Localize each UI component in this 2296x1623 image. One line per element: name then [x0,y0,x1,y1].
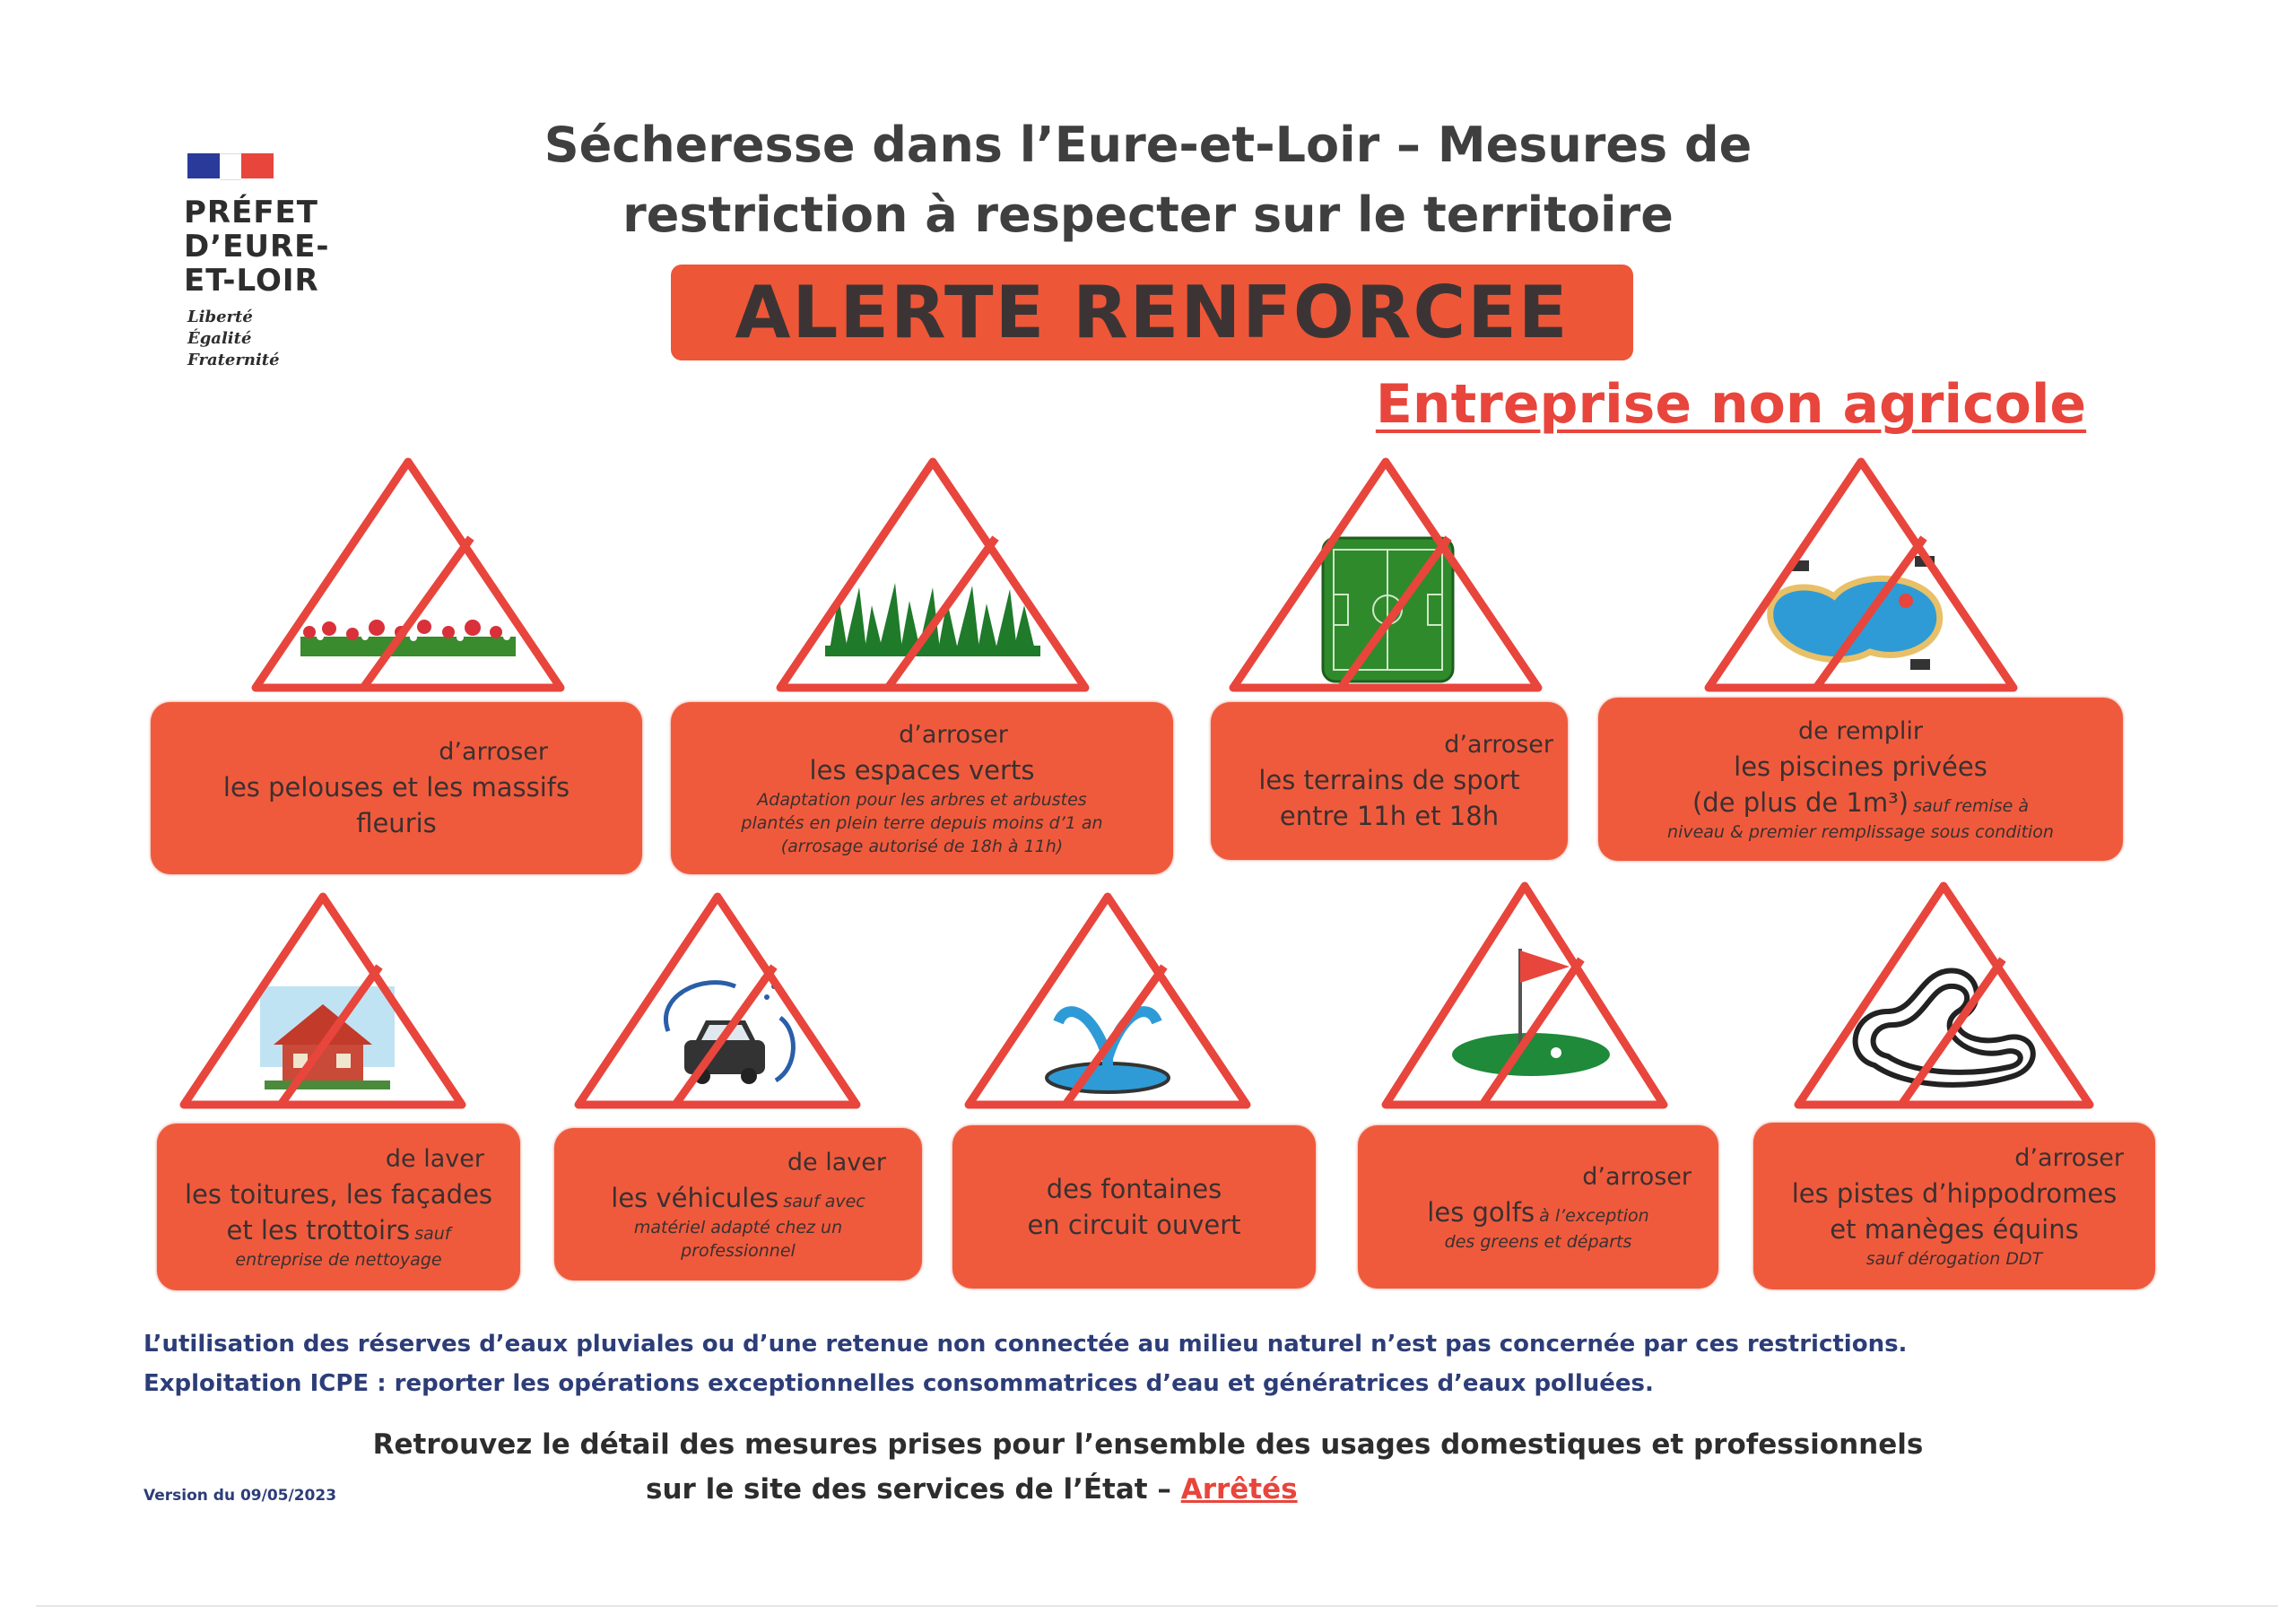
details-text-line1: Retrouvez le détail des mesures prises pour l’ensemble des usages domestiques et professionnels [372,1428,1924,1461]
measure-object: les pelouses et les massifs [222,772,570,803]
racetrack-prohibition-sign [1789,877,2099,1112]
measure-verb: de remplir [1798,717,1923,745]
measure-card-racetracks [1753,1123,2155,1289]
roof-washing-prohibition-sign [175,888,471,1112]
measure-exception-3: (arrosage autorisé de 18h à 11h) [780,837,1064,856]
measure-card-roofs [157,1124,520,1290]
measure-exception-3: professionnel [681,1241,796,1261]
measure-verb: d’arroser [899,721,1008,749]
version-date: Version du 09/05/2023 [144,1487,337,1505]
measure-object: les terrains de sport [1258,765,1520,795]
measure-verb: d’arroser [1444,731,1553,759]
measure-object: les pistes d’hippodromes [1791,1178,2118,1209]
measure-card-pools [1598,698,2123,861]
measure-detail: (de plus de 1m³) [1692,787,1909,818]
audience-subtitle: Entreprise non agricole [1375,373,2087,436]
measure-object: les véhicules [611,1183,779,1213]
arretes-link[interactable]: Arrêtés [1180,1473,1298,1506]
racetrack-icon [1856,971,2033,1085]
car-wash-prohibition-sign [570,888,865,1112]
measure-card-fountains [952,1125,1316,1289]
logo-text-line3: ET-LOIR [184,263,319,299]
rainwater-note: L’utilisation des réserves d’eaux pluviales ou d’une retenue non connectée au milieu naturel n’est pas concernée par ces restrictions. [144,1331,1908,1358]
measure-object: les toitures, les façades [184,1179,493,1210]
measure-exception-1: Adaptation pour les arbres et arbustes [757,790,1087,810]
details-text-line2-label: sur le site des services de l’État – [646,1473,1171,1506]
measure-object: des fontaines [1046,1174,1222,1204]
flag-blue-stripe [187,153,220,178]
measure-card-green-spaces [671,702,1173,874]
measure-card-sports-fields [1211,702,1568,860]
pool-prohibition-sign [1700,453,2022,695]
motto-fraternite: Fraternité [187,351,280,369]
alert-banner [671,265,1633,360]
measure-object-cont: fleuris [356,808,437,838]
measure-card-lawns [151,702,642,874]
logo-text-line1: PRÉFET [184,195,318,230]
measure-verb: d’arroser [1582,1163,1692,1191]
logo-text-line2: D’EURE- [184,229,330,265]
measure-exception-1: sauf [414,1224,451,1244]
motto-egalite: Égalité [187,329,252,348]
swimming-pool-icon [1770,556,1940,670]
page-title-line2: restriction à respecter sur le territoire [622,187,1674,243]
measure-card-vehicles [554,1128,922,1280]
icpe-note: Exploitation ICPE : reporter les opérations exceptionnelles consommatrices d’eau et génératrices d’eaux polluées. [144,1370,1654,1397]
measure-object: les golfs [1427,1197,1535,1228]
measure-object-cont: et les trottoirs [226,1215,411,1245]
golf-prohibition-sign [1377,877,1673,1112]
measure-card-golf [1358,1125,1718,1289]
measure-verb: de laver [385,1145,484,1173]
measure-object: les espaces verts [809,755,1035,785]
measure-exception-2: entreprise de nettoyage [235,1250,442,1270]
measure-verb: d’arroser [439,738,548,766]
sports-field-prohibition-sign [1224,453,1547,695]
measure-exception-1: sauf avec [783,1192,865,1211]
details-text-line2 [646,1473,1298,1506]
flowerbed-prohibition-sign [247,453,570,695]
measure-exception-2: plantés en plein terre depuis moins d’1 an [741,813,1103,833]
motto-liberte: Liberté [187,308,253,326]
page-bottom-divider [36,1605,2278,1607]
measure-exception-1: sauf dérogation DDT [1866,1249,2043,1269]
measure-object-cont: et manèges équins [1830,1214,2079,1245]
measure-verb: de laver [787,1149,886,1176]
flag-red-stripe [241,153,274,178]
prefecture-logo [184,148,363,390]
measure-verb: d’arroser [2014,1144,2124,1172]
page-title-line1: Sécheresse dans l’Eure-et-Loir – Mesures de [544,117,1752,173]
flag-white-stripe [220,153,241,180]
fountain-prohibition-sign [960,888,1256,1112]
measure-exception-2: niveau & premier remplissage sous condition [1667,822,2054,842]
grass-prohibition-sign [771,453,1094,695]
measure-object: les piscines privées [1734,751,1987,782]
measure-exception-2: matériel adapté chez un [633,1218,843,1237]
measure-exception-2: des greens et départs [1444,1232,1632,1252]
measure-detail: entre 11h et 18h [1279,801,1500,831]
measure-exception-1: sauf remise à [1913,796,2030,816]
alert-level-label: ALERTE RENFORCEE [735,271,1570,354]
measure-detail: en circuit ouvert [1027,1210,1241,1240]
measure-exception-1: à l’exception [1539,1206,1649,1226]
